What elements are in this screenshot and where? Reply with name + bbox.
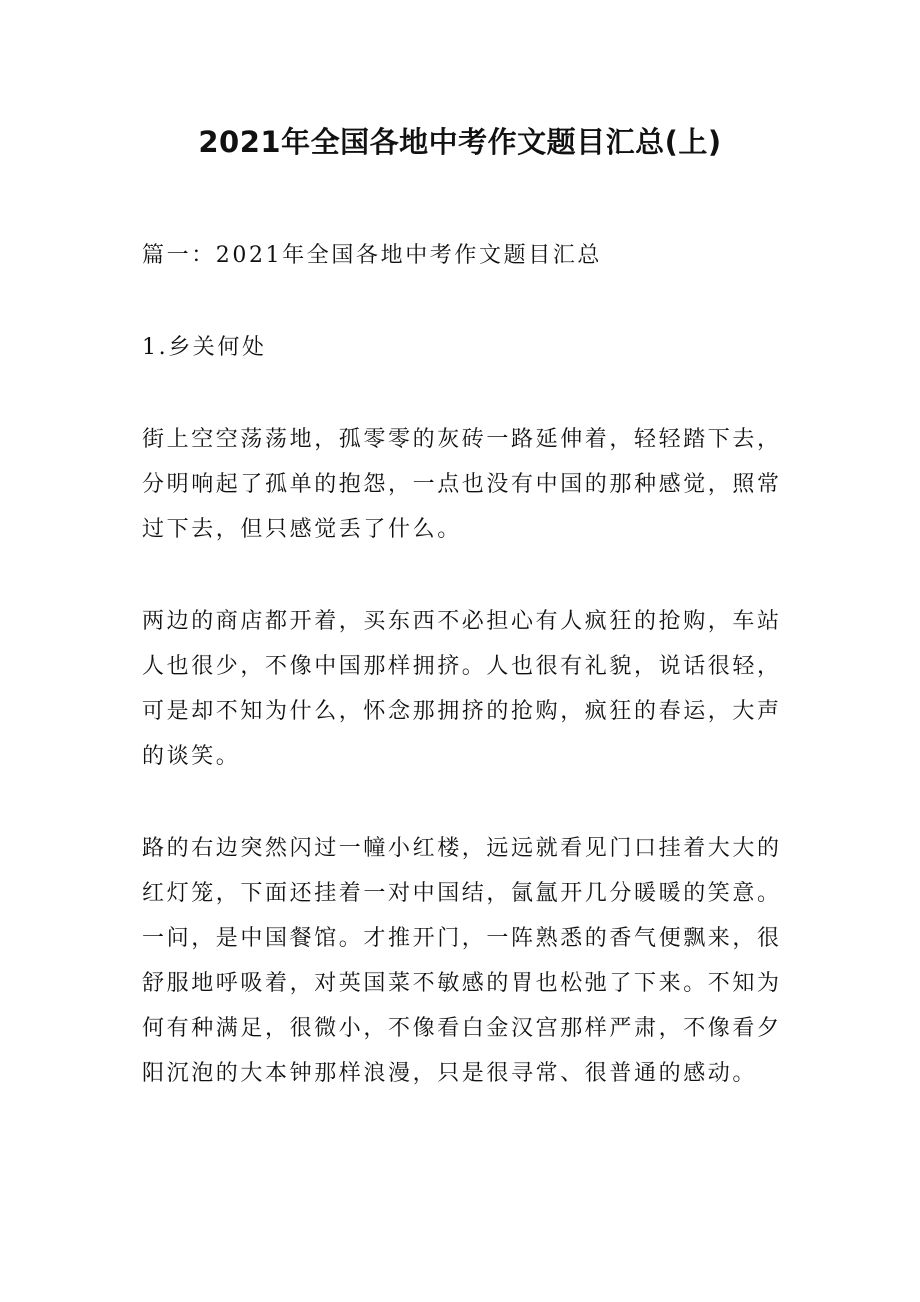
paragraph-3: 路的右边突然闪过一幢小红楼，远远就看见门口挂着大大的红灯笼，下面还挂着一对中国结，氤氲开几分暖暖的笑意。一问，是中国餐馆。才推开门，一阵熟悉的香气便飘来，很舒服地呼吸着，对英国菜不敏感的胃也松弛了下来。不知为何有种满足，很微小，不像看白金汉宫那样严肃，不像看夕阳沉泡的大本钟那样浪漫，只是很寻常、很普通的感动。 <box>142 836 782 1086</box>
essay-subheading: 1.乡关何处 <box>142 335 267 360</box>
paragraph-1: 街上空空荡荡地，孤零零的灰砖一路延伸着，轻轻踏下去，分明响起了孤单的抱怨，一点也没有中国的那种感觉，照常过下去，但只感觉丢了什么。 <box>142 427 782 542</box>
paragraph-2: 两边的商店都开着，买东西不必担心有人疯狂的抢购，车站人也很少，不像中国那样拥挤。人也很有礼貌，说话很轻，可是却不知为什么，怀念那拥挤的抢购，疯狂的春运，大声的谈笑。 <box>142 609 782 769</box>
document-title: 2021年全国各地中考作文题目汇总(上) <box>198 125 722 159</box>
section-heading: 篇一：2021年全国各地中考作文题目汇总 <box>142 243 602 268</box>
document-body <box>142 233 798 1096</box>
